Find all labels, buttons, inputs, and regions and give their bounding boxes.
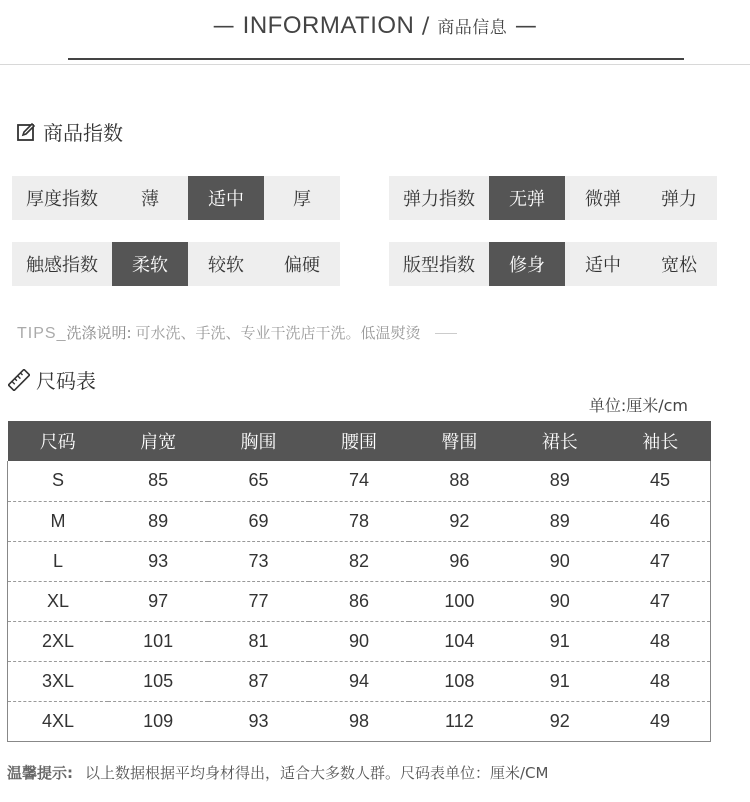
index-row-elasticity: [389, 176, 717, 220]
index-option: 弹力: [661, 189, 697, 210]
index-option-selected: 柔软: [112, 242, 188, 286]
index-option: 宽松: [661, 255, 697, 276]
index-option-selected: 无弹: [489, 176, 565, 220]
table-row: [8, 621, 711, 661]
header-dash-left: —: [212, 14, 236, 39]
table-cell: 97: [108, 581, 208, 621]
washing-tips: [17, 322, 457, 343]
column-header: 尺码: [8, 421, 108, 461]
table-cell: 47: [610, 581, 710, 621]
index-option-selected: 修身: [489, 242, 565, 286]
index-label: 触感指数: [26, 255, 98, 276]
table-cell: 101: [108, 621, 208, 661]
column-header: 臀围: [409, 421, 509, 461]
table-cell: 87: [208, 661, 308, 701]
header-divider: [0, 64, 750, 65]
index-row-touch: [12, 242, 340, 286]
table-cell: 91: [510, 621, 610, 661]
header-separator: /: [421, 14, 430, 39]
table-row: [8, 501, 711, 541]
table-cell: 78: [309, 501, 409, 541]
table-cell: 93: [208, 701, 308, 741]
column-header: 胸围: [208, 421, 308, 461]
table-cell: 4XL: [8, 701, 108, 741]
index-label: 版型指数: [403, 255, 475, 276]
table-cell: 89: [510, 461, 610, 501]
table-cell: 46: [610, 501, 710, 541]
column-header: 袖长: [610, 421, 710, 461]
table-cell: 100: [409, 581, 509, 621]
table-cell: XL: [8, 581, 108, 621]
product-index-heading: 商品指数: [43, 121, 123, 145]
table-cell: 47: [610, 541, 710, 581]
size-unit: 单位:厘米/cm: [588, 396, 688, 415]
index-row-thickness: [12, 176, 340, 220]
table-cell: 45: [610, 461, 710, 501]
table-row: [8, 701, 711, 741]
header-underline: [68, 58, 684, 60]
table-row: [8, 581, 711, 621]
table-cell: 108: [409, 661, 509, 701]
table-cell: 105: [108, 661, 208, 701]
table-cell: 85: [108, 461, 208, 501]
tips-label: 洗涤说明:: [66, 324, 132, 342]
table-cell: 98: [309, 701, 409, 741]
table-cell: 69: [208, 501, 308, 541]
index-option: 薄: [141, 189, 159, 210]
ruler-icon: [8, 369, 30, 391]
table-cell: 74: [309, 461, 409, 501]
table-cell: L: [8, 541, 108, 581]
size-chart-title: [8, 365, 96, 394]
column-header: 腰围: [309, 421, 409, 461]
table-cell: 92: [510, 701, 610, 741]
table-cell: 82: [309, 541, 409, 581]
table-cell: S: [8, 461, 108, 501]
header-title-en: INFORMATION: [242, 12, 415, 39]
index-option: 微弹: [585, 189, 621, 210]
table-cell: 91: [510, 661, 610, 701]
table-cell: 104: [409, 621, 509, 661]
table-cell: 93: [108, 541, 208, 581]
header-title: [0, 12, 750, 40]
page-header: [0, 0, 750, 70]
edit-icon: [15, 121, 37, 143]
header-dash-right: —: [514, 14, 538, 39]
size-note: [7, 762, 548, 783]
table-cell: 89: [108, 501, 208, 541]
table-cell: 90: [309, 621, 409, 661]
table-cell: 86: [309, 581, 409, 621]
index-row-fit: [389, 242, 717, 286]
table-cell: 89: [510, 501, 610, 541]
table-cell: 2XL: [8, 621, 108, 661]
table-cell: M: [8, 501, 108, 541]
product-index-title: [15, 117, 123, 146]
table-row: [8, 661, 711, 701]
tips-tag: TIPS_: [17, 325, 67, 342]
index-option: 偏硬: [284, 255, 320, 276]
index-option-selected: 适中: [188, 176, 264, 220]
table-cell: 81: [208, 621, 308, 661]
header-title-cn: 商品信息: [437, 18, 508, 38]
table-cell: 96: [409, 541, 509, 581]
index-label: 厚度指数: [26, 189, 98, 210]
table-cell: 90: [510, 541, 610, 581]
column-header: 肩宽: [108, 421, 208, 461]
table-cell: 73: [208, 541, 308, 581]
table-row: [8, 461, 711, 501]
table-cell: 94: [309, 661, 409, 701]
table-cell: 90: [510, 581, 610, 621]
table-cell: 109: [108, 701, 208, 741]
table-cell: 48: [610, 621, 710, 661]
size-chart-heading: 尺码表: [36, 369, 96, 393]
note-label: 温馨提示:: [7, 764, 73, 782]
table-cell: 77: [208, 581, 308, 621]
table-cell: 49: [610, 701, 710, 741]
tips-text: 可水洗、手洗、专业干洗店干洗。低温熨烫: [135, 324, 421, 342]
size-table-header: [8, 421, 711, 461]
note-text: 以上数据根据平均身材得出，适合大多数人群。尺码表单位：厘米/CM: [85, 764, 549, 782]
column-header: 裙长: [510, 421, 610, 461]
index-label: 弹力指数: [403, 189, 475, 210]
table-cell: 88: [409, 461, 509, 501]
index-option: 较软: [208, 255, 244, 276]
tips-dash: [435, 333, 457, 334]
index-option: 适中: [585, 255, 621, 276]
table-row: [8, 541, 711, 581]
size-table: [7, 421, 711, 742]
table-cell: 48: [610, 661, 710, 701]
table-cell: 112: [409, 701, 509, 741]
table-cell: 3XL: [8, 661, 108, 701]
table-cell: 92: [409, 501, 509, 541]
index-option: 厚: [293, 189, 311, 210]
table-cell: 65: [208, 461, 308, 501]
